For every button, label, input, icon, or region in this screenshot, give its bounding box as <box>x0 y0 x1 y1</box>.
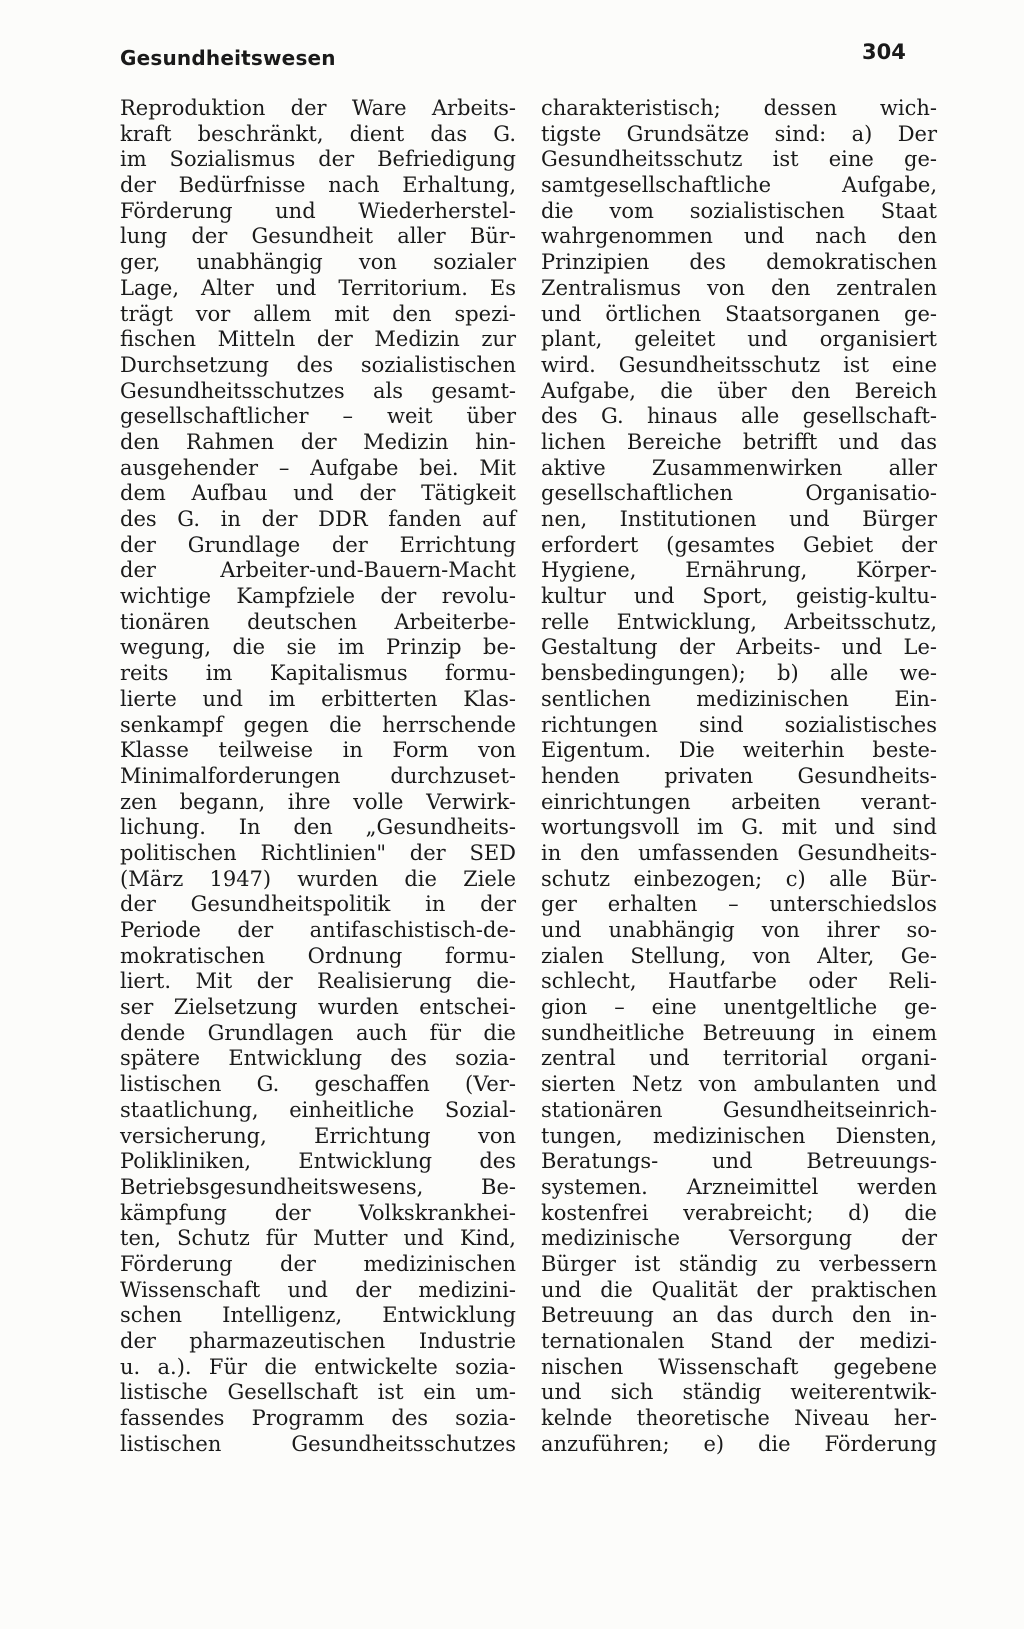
text-line: dende Grundlagen auch für die <box>120 1020 516 1045</box>
text-line: schlecht, Hautfarbe oder Reli- <box>541 969 937 994</box>
text-line: Prinzipien des demokratischen <box>541 250 937 275</box>
text-line: wichtige Kampfziele der revolu- <box>120 584 516 609</box>
text-line: gesellschaftlichen Organisatio- <box>541 481 937 506</box>
text-line: kostenfrei verabreicht; d) die <box>541 1200 937 1225</box>
text-line: und örtlichen Staatsorganen ge- <box>541 301 937 326</box>
text-line: ausgehender – Aufgabe bei. Mit <box>120 455 516 480</box>
text-line: des G. hinaus alle gesellschaft- <box>541 404 937 429</box>
text-line: gion – eine unentgeltliche ge- <box>541 995 937 1020</box>
text-line: fassendes Programm des sozia- <box>120 1406 516 1431</box>
text-line: ten, Schutz für Mutter und Kind, <box>120 1226 516 1251</box>
text-line: plant, geleitet und organisiert <box>541 327 937 352</box>
text-line: nischen Wissenschaft gegebene <box>541 1354 937 1379</box>
text-line: zentral und territorial organi- <box>541 1046 937 1071</box>
text-line: lierte und im erbitterten Klas- <box>120 686 516 711</box>
text-line: systemen. Arzneimittel werden <box>541 1174 937 1199</box>
text-column-left <box>120 96 516 1457</box>
text-line: sentlichen medizinischen Ein- <box>541 686 937 711</box>
text-line: spätere Entwicklung des sozia- <box>120 1046 516 1071</box>
text-line: lung der Gesundheit aller Bür- <box>120 224 516 249</box>
text-line: Gesundheitsschutzes als gesamt- <box>120 378 516 403</box>
text-line: Betriebsgesundheitswesens, Be- <box>120 1174 516 1199</box>
text-line: sierten Netz von ambulanten und <box>541 1072 937 1097</box>
text-line: politischen Richtlinien" der SED <box>120 840 516 865</box>
text-line: der pharmazeutischen Industrie <box>120 1329 516 1353</box>
text-line: aktive Zusammenwirken aller <box>541 455 937 480</box>
text-line: kraft beschränkt, dient das G. <box>120 121 516 146</box>
text-line: Reproduktion der Ware Arbeits- <box>120 96 516 120</box>
text-line: ternationalen Stand der medizi- <box>541 1329 937 1353</box>
text-line: gesellschaftlicher – weit über <box>120 404 516 429</box>
text-line: einrichtungen arbeiten verant- <box>541 789 937 814</box>
text-line: tungen, medizinischen Diensten, <box>541 1123 937 1148</box>
text-line: dem Aufbau und der Tätigkeit <box>120 481 516 506</box>
text-line: Durchsetzung des sozialistischen <box>120 352 516 377</box>
text-line: listische Gesellschaft ist ein um- <box>120 1380 516 1405</box>
text-line: reits im Kapitalismus formu- <box>120 661 516 686</box>
text-line: versicherung, Errichtung von <box>120 1123 516 1148</box>
text-line: erfordert (gesamtes Gebiet der <box>541 532 937 557</box>
text-line: Minimalforderungen durchzuset- <box>120 763 516 788</box>
text-line: Wissenschaft und der medizini- <box>120 1277 516 1302</box>
text-line: listischen G. geschaffen (Ver- <box>120 1072 516 1097</box>
text-line: stationären Gesundheitseinrich- <box>541 1097 937 1122</box>
text-line: wortungsvoll im G. mit und sind <box>541 815 937 840</box>
text-line: relle Entwicklung, Arbeitsschutz, <box>541 609 937 634</box>
text-line: und die Qualität der praktischen <box>541 1277 937 1302</box>
text-line: staatlichung, einheitliche Sozial- <box>120 1097 516 1122</box>
text-line: des G. in der DDR fanden auf <box>120 507 516 531</box>
text-line: Klasse teilweise in Form von <box>120 738 516 763</box>
text-line: Zentralismus von den zentralen <box>541 275 937 300</box>
text-line: kultur und Sport, geistig-kultu- <box>541 584 937 609</box>
text-line: Periode der antifaschistisch-de- <box>120 918 516 942</box>
text-line: lichen Bereiche betrifft und das <box>541 429 937 454</box>
text-line: wegung, die sie im Prinzip be- <box>120 635 516 660</box>
text-line: und unabhängig von ihrer so- <box>541 918 937 942</box>
text-line: anzuführen; e) die Förderung <box>541 1431 937 1456</box>
text-line: schutz einbezogen; c) alle Bür- <box>541 866 937 891</box>
text-line: Lage, Alter und Territorium. Es <box>120 275 516 300</box>
text-line: trägt vor allem mit den spezi- <box>120 301 516 326</box>
text-line: fischen Mitteln der Medizin zur <box>120 327 516 352</box>
text-line: Förderung und Wiederherstel- <box>120 198 516 223</box>
text-line: Aufgabe, die über den Bereich <box>541 378 937 403</box>
text-line: und sich ständig weiterentwik- <box>541 1380 937 1405</box>
text-column-right <box>541 96 937 1457</box>
text-line: Gesundheitsschutz ist eine ge- <box>541 147 937 172</box>
running-head: Gesundheitswesen <box>120 46 336 70</box>
page-number: 304 <box>862 40 906 64</box>
text-line: Beratungs- und Betreuungs- <box>541 1149 937 1174</box>
text-line: Förderung der medizinischen <box>120 1251 516 1276</box>
text-line: der Gesundheitspolitik in der <box>120 892 516 917</box>
text-line: charakteristisch; dessen wich- <box>541 96 937 120</box>
text-line: im Sozialismus der Befriedigung <box>120 147 516 172</box>
text-line: Betreuung an das durch den in- <box>541 1303 937 1328</box>
text-line: medizinische Versorgung der <box>541 1226 937 1251</box>
text-line: wahrgenommen und nach den <box>541 224 937 249</box>
text-line: listischen Gesundheitsschutzes <box>120 1431 516 1456</box>
text-line: samtgesellschaftliche Aufgabe, <box>541 173 937 198</box>
text-line: henden privaten Gesundheits- <box>541 763 937 788</box>
text-line: bensbedingungen); b) alle we- <box>541 661 937 686</box>
text-line: Gestaltung der Arbeits- und Le- <box>541 635 937 660</box>
text-line: lichung. In den „Gesundheits- <box>120 815 516 840</box>
text-line: der Bedürfnisse nach Erhaltung, <box>120 173 516 198</box>
text-line: der Grundlage der Errichtung <box>120 532 516 557</box>
text-line: Hygiene, Ernährung, Körper- <box>541 558 937 583</box>
text-line: kämpfung der Volkskrankhei- <box>120 1200 516 1225</box>
text-line: Eigentum. Die weiterhin beste- <box>541 738 937 763</box>
text-line: u. a.). Für die entwickelte sozia- <box>120 1354 516 1379</box>
text-line: schen Intelligenz, Entwicklung <box>120 1303 516 1328</box>
text-line: Bürger ist ständig zu verbessern <box>541 1251 937 1276</box>
text-line: der Arbeiter-und-Bauern-Macht <box>120 558 516 583</box>
text-line: liert. Mit der Realisierung die- <box>120 969 516 994</box>
text-line: tionären deutschen Arbeiterbe- <box>120 609 516 634</box>
text-line: (März 1947) wurden die Ziele <box>120 866 516 891</box>
text-line: ger erhalten – unterschiedslos <box>541 892 937 917</box>
text-line: richtungen sind sozialistisches <box>541 712 937 737</box>
text-line: die vom sozialistischen Staat <box>541 198 937 223</box>
text-line: wird. Gesundheitsschutz ist eine <box>541 352 937 377</box>
text-line: tigste Grundsätze sind: a) Der <box>541 121 937 146</box>
text-line: mokratischen Ordnung formu- <box>120 943 516 968</box>
text-line: sundheitliche Betreuung in einem <box>541 1020 937 1045</box>
text-line: ser Zielsetzung wurden entschei- <box>120 995 516 1020</box>
text-line: ger, unabhängig von sozialer <box>120 250 516 275</box>
text-line: kelnde theoretische Niveau her- <box>541 1406 937 1431</box>
text-line: zialen Stellung, von Alter, Ge- <box>541 943 937 968</box>
text-line: in den umfassenden Gesundheits- <box>541 840 937 865</box>
text-line: den Rahmen der Medizin hin- <box>120 429 516 454</box>
text-line: senkampf gegen die herrschende <box>120 712 516 737</box>
text-line: zen begann, ihre volle Verwirk- <box>120 789 516 814</box>
text-line: Polikliniken, Entwicklung des <box>120 1149 516 1174</box>
text-line: nen, Institutionen und Bürger <box>541 507 937 531</box>
